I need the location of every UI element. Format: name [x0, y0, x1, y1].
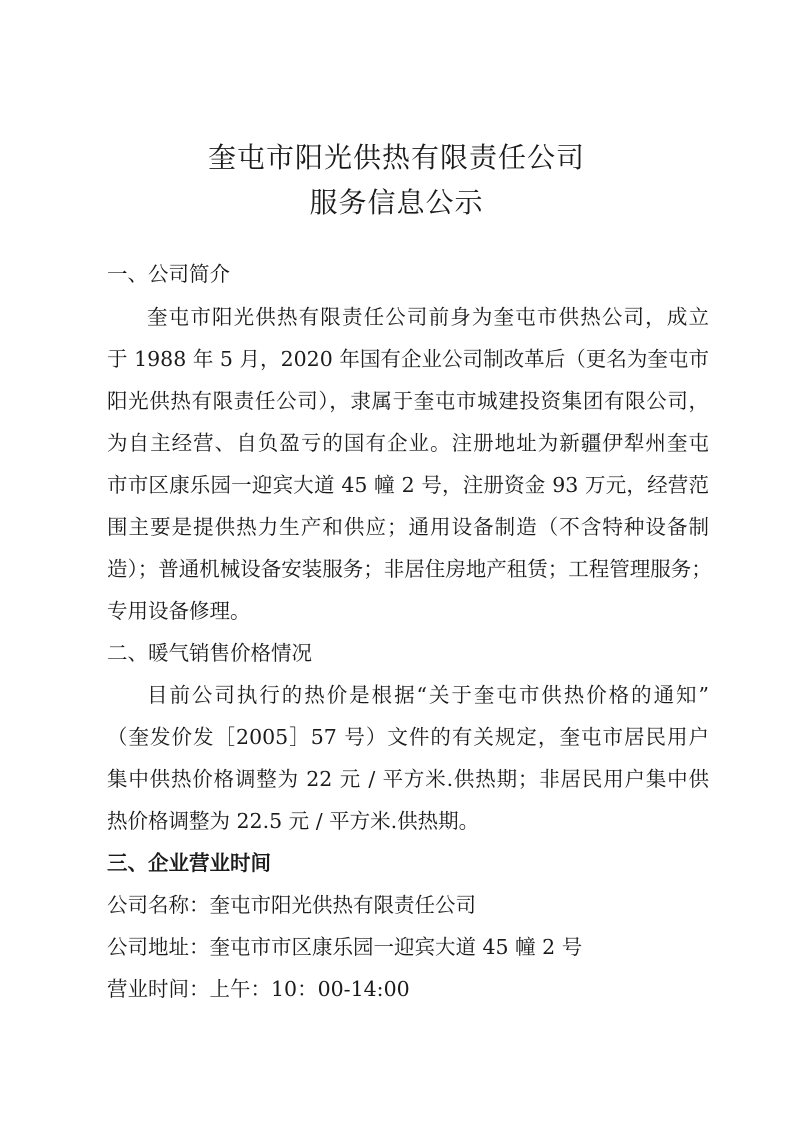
- paragraph-line: 集中供热价格调整为 22 元 / 平方米.供热期；非居民用户集中供: [107, 767, 709, 791]
- paragraph-line: 目前公司执行的热价是根据“关于奎屯市供热价格的通知”: [147, 683, 709, 707]
- company-name-line: 公司名称：奎屯市阳光供热有限责任公司: [107, 893, 476, 917]
- paragraph-line: 专用设备修理。: [107, 599, 251, 623]
- section-heading-business-hours: 三、企业营业时间: [107, 851, 271, 875]
- paragraph-line: 奎屯市阳光供热有限责任公司前身为奎屯市供热公司，成立: [147, 305, 709, 329]
- section-heading-heating-price: 二、暖气销售价格情况: [107, 641, 312, 665]
- company-address-line: 公司地址：奎屯市市区康乐园一迎宾大道 45 幢 2 号: [107, 935, 583, 959]
- paragraph-line: 热价格调整为 22.5 元 / 平方米.供热期。: [107, 809, 480, 833]
- paragraph-line: 阳光供热有限责任公司），隶属于奎屯市城建投资集团有限公司，: [107, 389, 709, 413]
- business-hours-line: 营业时间：上午：10：00-14:00: [107, 977, 410, 1001]
- paragraph-line: 围主要是提供热力生产和供应；通用设备制造（不含特种设备制: [107, 515, 709, 539]
- document-subtitle: 服务信息公示: [309, 186, 484, 219]
- paragraph-line: 为自主经营、自负盈亏的国有企业。注册地址为新疆伊犁州奎屯: [107, 431, 709, 455]
- paragraph-line: 于 1988 年 5 月，2020 年国有企业公司制改革后（更名为奎屯市: [107, 347, 709, 371]
- document-title: 奎屯市阳光供热有限责任公司: [207, 141, 585, 174]
- paragraph-line: 市市区康乐园一迎宾大道 45 幢 2 号，注册资金 93 万元，经营范: [107, 473, 709, 497]
- section-heading-company-profile: 一、公司简介: [107, 262, 230, 286]
- paragraph-line: 造）；普通机械设备安装服务；非居住房地产租赁；工程管理服务；: [107, 557, 712, 581]
- paragraph-line: （奎发价发［2005］57 号）文件的有关规定，奎屯市居民用户: [107, 725, 709, 749]
